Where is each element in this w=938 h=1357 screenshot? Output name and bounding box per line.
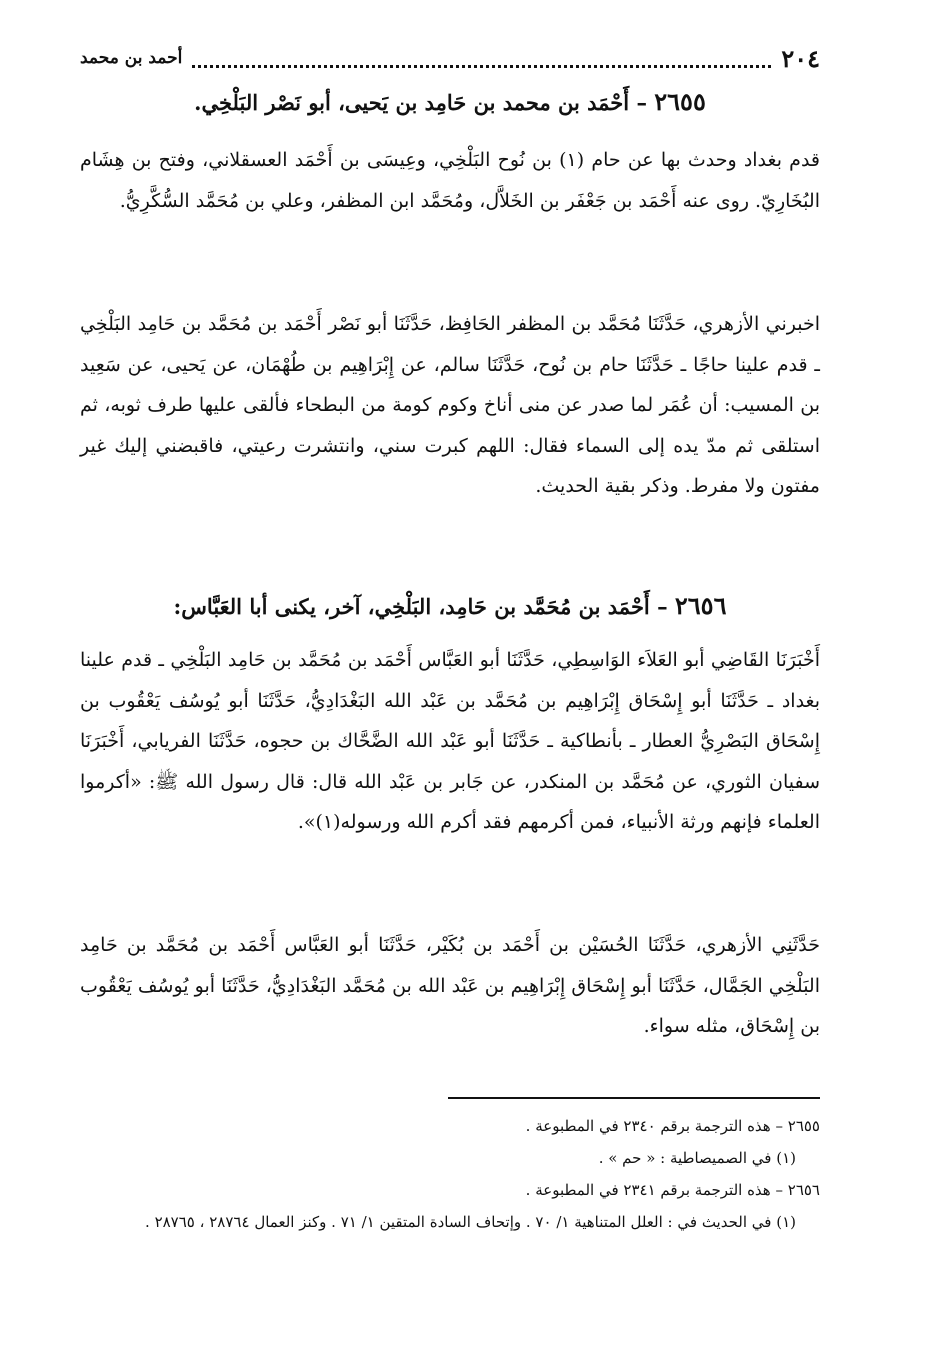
entry-number: ٢٦٥٥	[654, 87, 706, 116]
footnote-separator	[448, 1097, 820, 1099]
footnote: (١) في الحديث في : العلل المتناهية ١/ ٧٠ . وإتحاف السادة المتقين ١/ ٧١ . وكنز العمال ٢٨٧٦٤ ، ٢٨٧٦٥ .	[145, 1213, 796, 1231]
entry-heading-2655	[80, 82, 820, 123]
paragraph: اخبرني الأزهري، حَدَّثَنَا مُحَمَّد بن المظفر الحَافِظ، حَدَّثَنَا أبو نَصْر أَحْمَد بن مُحَمَّد بن حَامِد البَلْخِي ـ قدم علينا حاجًا ـ حَدَّثَنَا حام بن نُوح، حَدَّثَنَا سالم، عن إِبْرَاهِيم بن طُهْمَان، عن يَحيى، عن سَعِيد بن المسيب: أن عُمَر لما صدر عن منى أناخ وكوم كومة من البطحاء فألقى عليها طرف ثوبه، ثم استلقى ثم مدّ يده إلى السماء فقال: اللهم كبرت سني، وانتشرت رعيتي، فاقبضني إليك غير مفتون ولا مفرط. وذكر بقية الحديث.	[80, 313, 820, 497]
paragraph: حَدَّثَنِي الأزهري، حَدَّثَنَا الحُسَيْن بن أَحْمَد بن بُكَيْر، حَدَّثَنَا أبو العَبَّاس أَحْمَد بن مُحَمَّد بن حَامِد البَلْخِي الجَمَّال، حَدَّثَنَا أبو إِسْحَاق إِبْرَاهِيم بن عَبْد الله بن مُحَمَّد البَغْدَادِيُّ، حَدَّثَنَا أبو يُوسُف يَعْقُوب بن إِسْحَاق، مثله سواء.	[80, 934, 820, 1037]
paragraph: أَخْبَرَنَا القَاضِي أبو العَلاَء الوَاسِطِي، حَدَّثَنَا أبو العَبَّاس أَحْمَد بن مُحَمَّد بن حَامِد البَلْخِي ـ قدم علينا بغداد ـ حَدَّثَنَا أبو إِسْحَاق إِبْرَاهِيم بن مُحَمَّد بن عَبْد الله البَغْدَادِيُّ، حَدَّثَنَا أبو يُوسُف يَعْقُوب بن إِسْحَاق البَصْرِيُّ العطار ـ بأنطاكية ـ حَدَّثَنَا أبو عَبْد الله الضَّحَّاك بن حجوه، حَدَّثَنَا الفريابي، أَخْبَرَنَا سفيان الثوري، عن مُحَمَّد بن المنكدر، عن جَابر بن عَبْد الله قال: قال رسول الله ﷺ: «أكرموا العلماء فإنهم ورثة الأنبياء، فمن أكرمهم فقد أكرم الله ورسوله(١)».	[80, 649, 820, 833]
footnotes	[80, 1110, 820, 1238]
entry-number: ٢٦٥٦	[674, 591, 727, 620]
entry-title: – أَحْمَد بن مُحَمَّد بن حَامِد، البَلْخِي، آخر، يكنى أبا العَبَّاس:	[173, 594, 668, 619]
running-title: أحمد بن محمد	[80, 48, 183, 68]
running-header	[80, 38, 820, 78]
footnote: ٢٦٥٥ – هذه الترجمة برقم ٢٣٤٠ في المطبوعة .	[525, 1117, 820, 1135]
entry-title: – أَحْمَد بن محمد بن حَامِد بن يَحيى، أبو نَصْر البَلْخِي.	[194, 90, 647, 115]
page-number: ٢٠٤	[781, 43, 820, 73]
header-dot-leader	[192, 59, 771, 68]
footnote: ٢٦٥٦ – هذه الترجمة برقم ٢٣٤١ في المطبوعة .	[525, 1181, 820, 1199]
paragraph: قدم بغداد وحدث بها عن حام (١) بن نُوح البَلْخِي، وعِيسَى بن أَحْمَد العسقلاني، وفتح بن هِشَام البُخَارِيّ. روى عنه أَحْمَد بن جَعْفَر بن الخَلاَّل، ومُحَمَّد ابن المظفر، وعلي بن مُحَمَّد السُّكَّرِيُّ.	[80, 149, 820, 212]
footnote: (١) في الصميصاطية : « حم » .	[598, 1149, 796, 1167]
entry-heading-2656	[80, 586, 820, 627]
